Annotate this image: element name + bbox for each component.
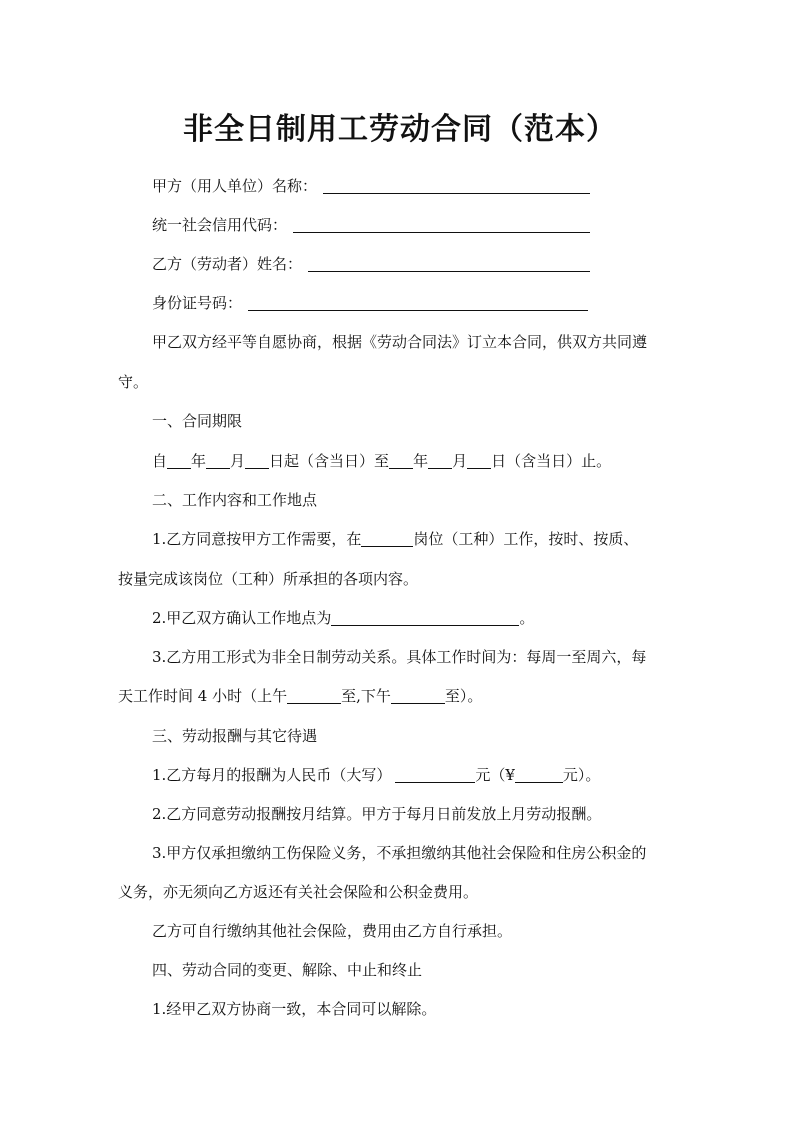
position-text-a: 1.乙方同意按甲方工作需要，在 (152, 530, 362, 548)
contract-term (152, 450, 611, 472)
salary-text-b: 元（¥ (475, 766, 515, 784)
term-text-from: 自 (152, 452, 168, 470)
section-3-item-1 (152, 764, 600, 786)
hours-text-b: 至,下午 (341, 687, 391, 705)
end-year-blank (389, 452, 413, 469)
section-2-item-1-line-2: 按量完成该岗位（工种）所承担的各项内容。 (118, 570, 419, 588)
intro-line-2: 守。 (118, 373, 149, 391)
end-day-blank (467, 452, 491, 469)
start-year-blank (167, 452, 191, 469)
hours-text-a: 天工作时间 4 小时（上午 (118, 687, 288, 705)
section-4-heading: 四、劳动合同的变更、解除、中止和终止 (152, 961, 423, 979)
salary-words-blank (395, 766, 475, 783)
section-2-item-1 (152, 528, 638, 550)
section-2-heading: 二、工作内容和工作地点 (152, 491, 318, 509)
position-text-b: 岗位（工种）工作，按时、按质、 (413, 530, 639, 548)
section-3-item-3-line-1: 3.甲方仅承担缴纳工伤保险义务，不承担缴纳其他社会保险和住房公积金的 (152, 844, 647, 862)
section-4-item-1: 1.经甲乙双方协商一致，本合同可以解除。 (152, 1000, 437, 1018)
term-text-end: 日（含当日）止。 (491, 452, 612, 470)
salary-text-c: 元）。 (562, 766, 601, 784)
section-2-item-2 (152, 607, 534, 629)
intro-line-1: 甲乙双方经平等自愿协商，根据《劳动合同法》订立本合同，供双方共同遵 (152, 333, 648, 351)
workplace-blank (331, 609, 519, 626)
party-b-blank (308, 255, 590, 272)
term-text-year: 年 (191, 452, 207, 470)
section-3-heading: 三、劳动报酬与其它待遇 (152, 727, 318, 745)
id-number-label: 身份证号码： (152, 294, 243, 312)
morning-end-blank (287, 687, 341, 704)
id-number-blank (248, 294, 588, 311)
party-a-blank (323, 177, 590, 194)
term-text-month: 月 (230, 452, 246, 470)
credit-code-field (152, 214, 590, 236)
hours-text-c: 至）。 (444, 687, 483, 705)
party-a-field (152, 175, 590, 197)
credit-code-label: 统一社会信用代码： (152, 216, 288, 234)
document-title: 非全日制用工劳动合同（范本） (183, 112, 617, 147)
party-a-label: 甲方（用人单位）名称： (152, 177, 318, 195)
start-month-blank (206, 452, 230, 469)
position-blank (361, 530, 413, 547)
section-2-item-3-line-1: 3.乙方用工形式为非全日制劳动关系。具体工作时间为：每周一至周六，每 (152, 648, 647, 666)
workplace-period: 。 (519, 609, 535, 627)
salary-amount-blank (515, 766, 563, 783)
party-b-field (152, 253, 590, 275)
section-2-item-3-line-2 (118, 685, 482, 707)
party-b-label: 乙方（劳动者）姓名： (152, 255, 303, 273)
term-text-year-2: 年 (413, 452, 429, 470)
afternoon-end-blank (391, 687, 445, 704)
section-1-heading: 一、合同期限 (152, 412, 243, 430)
credit-code-blank (293, 216, 590, 233)
section-3-item-2: 2.乙方同意劳动报酬按月结算。甲方于每月日前发放上月劳动报酬。 (152, 805, 602, 823)
section-3-item-3-line-2: 义务，亦无须向乙方返还有关社会保险和公积金费用。 (118, 883, 479, 901)
start-day-blank (245, 452, 269, 469)
id-number-field (152, 292, 588, 314)
section-3-note: 乙方可自行缴纳其他社会保险，费用由乙方自行承担。 (152, 922, 513, 940)
term-text-month-2: 月 (452, 452, 468, 470)
term-text-until: 日起（含当日）至 (269, 452, 390, 470)
workplace-text: 2.甲乙双方确认工作地点为 (152, 609, 332, 627)
end-month-blank (428, 452, 452, 469)
salary-text-a: 1.乙方每月的报酬为人民币（大写） (152, 766, 392, 784)
